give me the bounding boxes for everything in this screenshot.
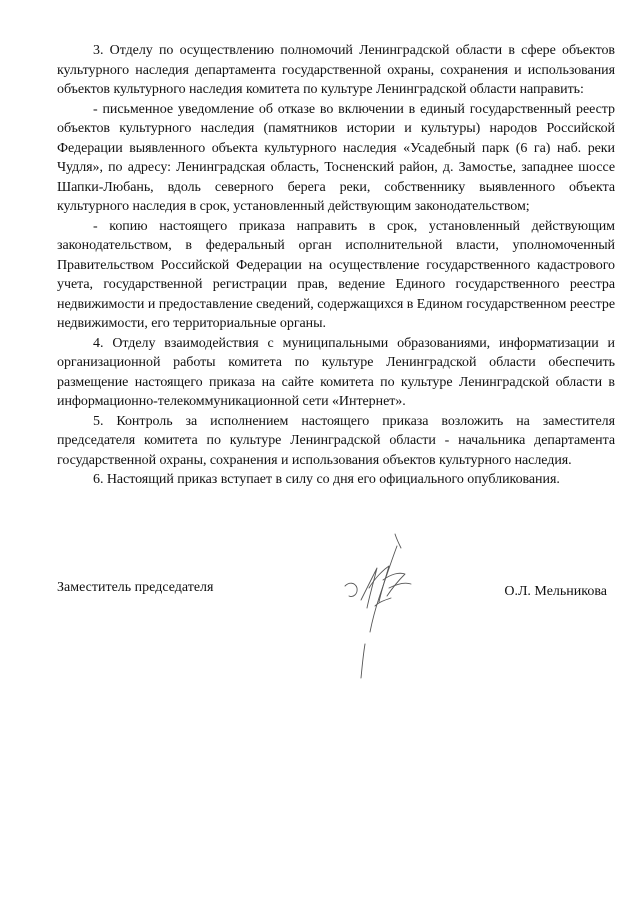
handwritten-signature <box>339 532 469 682</box>
paragraph-item-3: 3. Отделу по осуществлению полномочий Ленинградской области в сфере объектов культурного наследия департамента государственной охраны, сохранения и использования объектов культурного наследия комитета по культуре Ленинградской области направить: <box>57 43 615 97</box>
paragraph-item-5: 5. Контроль за исполнением настоящего приказа возложить на заместителя председателя комитета по культуре Ленинградской области - начальника департамента государственной охраны, сохранения и использования объектов культурного наследия. <box>57 413 615 468</box>
signer-name: О.Л. Мельникова <box>504 584 607 599</box>
document-body <box>57 41 615 490</box>
paragraph-item-3-copy: - копию настоящего приказа направить в срок, установленный действующим законодательством, в федеральный орган исполнительной власти, уполномоченный Правительством Российской Федерации на осуществление государственного кадастрового учета, государственной регистрации прав, ведение Единого государственного реестра недвижимости и предоставление сведений, содержащихся в Едином государственном реестре недвижимости, его территориальные органы. <box>57 218 615 331</box>
signer-position: Заместитель председателя <box>57 580 214 595</box>
paragraph-item-3-notification: - письменное уведомление об отказе во включении в единый государственный реестр объектов культурного наследия (памятников истории и культуры) народов Российской Федерации выявленного объекта культурного наследия «Усадебный парк (6 га) наб. реки Чудля», по адресу: Ленинградская область, Тосненский район, д. Замостье, западнее шоссе Шапки-Любань, вдоль северного берега реки, собственнику выявленного объекта культурного наследия в срок, установленный действующим законодательством; <box>57 101 615 214</box>
signature-block <box>57 580 615 690</box>
paragraph-item-4: 4. Отделу взаимодействия с муниципальными образованиями, информатизации и организационной работы комитета по культуре Ленинградской области обеспечить размещение настоящего приказа на сайте комитета по культуре Ленинградской области в информационно-телекоммуникационной сети «Интернет». <box>57 335 615 409</box>
paragraph-item-6: 6. Настоящий приказ вступает в силу со дня его официального опубликования. <box>93 472 560 487</box>
